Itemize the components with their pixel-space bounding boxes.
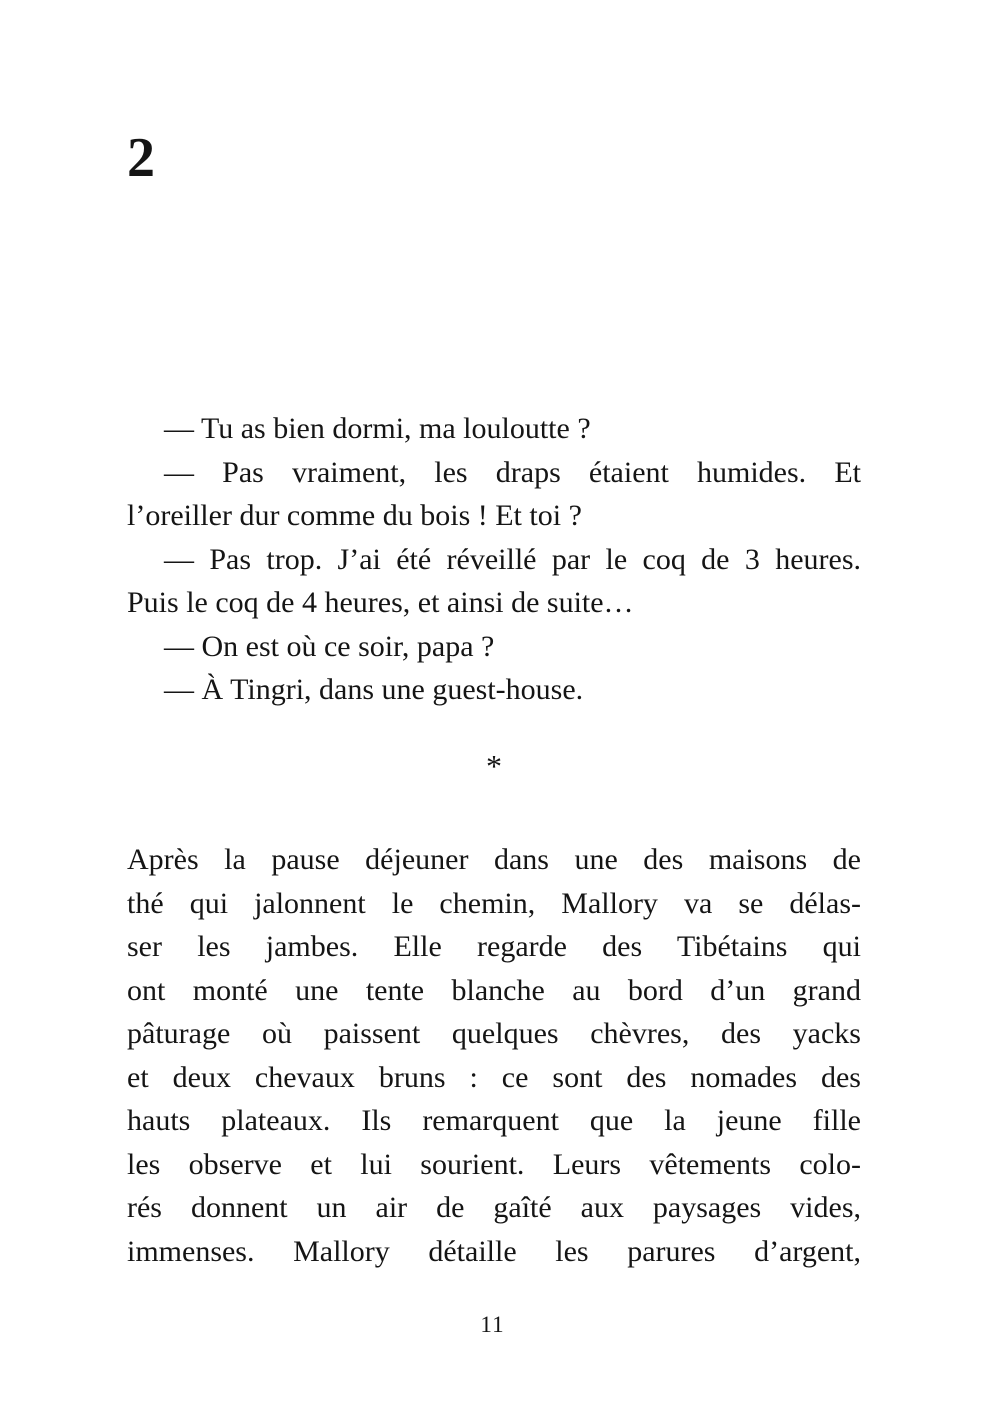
paragraph-line: les observe et lui sourient. Leurs vêtements colo- bbox=[127, 1147, 861, 1181]
section-separator-asterisk: * bbox=[486, 748, 502, 784]
paragraph-line: Après la pause déjeuner dans une des maisons de bbox=[127, 843, 861, 876]
paragraph-line: ser les jambes. Elle regarde des Tibétains qui bbox=[127, 930, 861, 963]
dialogue-line: — Pas vraiment, les draps étaient humides. Et bbox=[164, 455, 861, 489]
paragraph-line: thé qui jalonnent le chemin, Mallory va se délas- bbox=[127, 886, 861, 920]
paragraph-line: immenses. Mallory détaille les parures d’argent, bbox=[127, 1234, 861, 1268]
paragraph-line: rés donnent un air de gaîté aux paysages vides, bbox=[127, 1191, 861, 1224]
paragraph-line: ont monté une tente blanche au bord d’un grand bbox=[127, 973, 861, 1007]
chapter-number: 2 bbox=[127, 127, 155, 189]
paragraph-block bbox=[127, 838, 861, 1273]
dialogue-block bbox=[127, 407, 861, 712]
paragraph-line: et deux chevaux bruns : ce sont des nomades des bbox=[127, 1060, 861, 1094]
paragraph-line: pâturage où paissent quelques chèvres, des yacks bbox=[127, 1017, 861, 1050]
dialogue-line: — Pas trop. J’ai été réveillé par le coq de 3 heures. bbox=[164, 542, 861, 576]
dialogue-line: — On est où ce soir, papa ? bbox=[164, 629, 495, 663]
dialogue-line: — Tu as bien dormi, ma louloutte ? bbox=[164, 412, 591, 445]
dialogue-line: Puis le coq de 4 heures, et ainsi de suite… bbox=[127, 586, 634, 619]
page-number: 11 bbox=[480, 1312, 505, 1337]
paragraph-line: hauts plateaux. Ils remarquent que la jeune fille bbox=[127, 1104, 861, 1137]
dialogue-line: l’oreiller dur comme du bois ! Et toi ? bbox=[127, 499, 582, 532]
dialogue-line: — À Tingri, dans une guest-house. bbox=[164, 673, 584, 706]
